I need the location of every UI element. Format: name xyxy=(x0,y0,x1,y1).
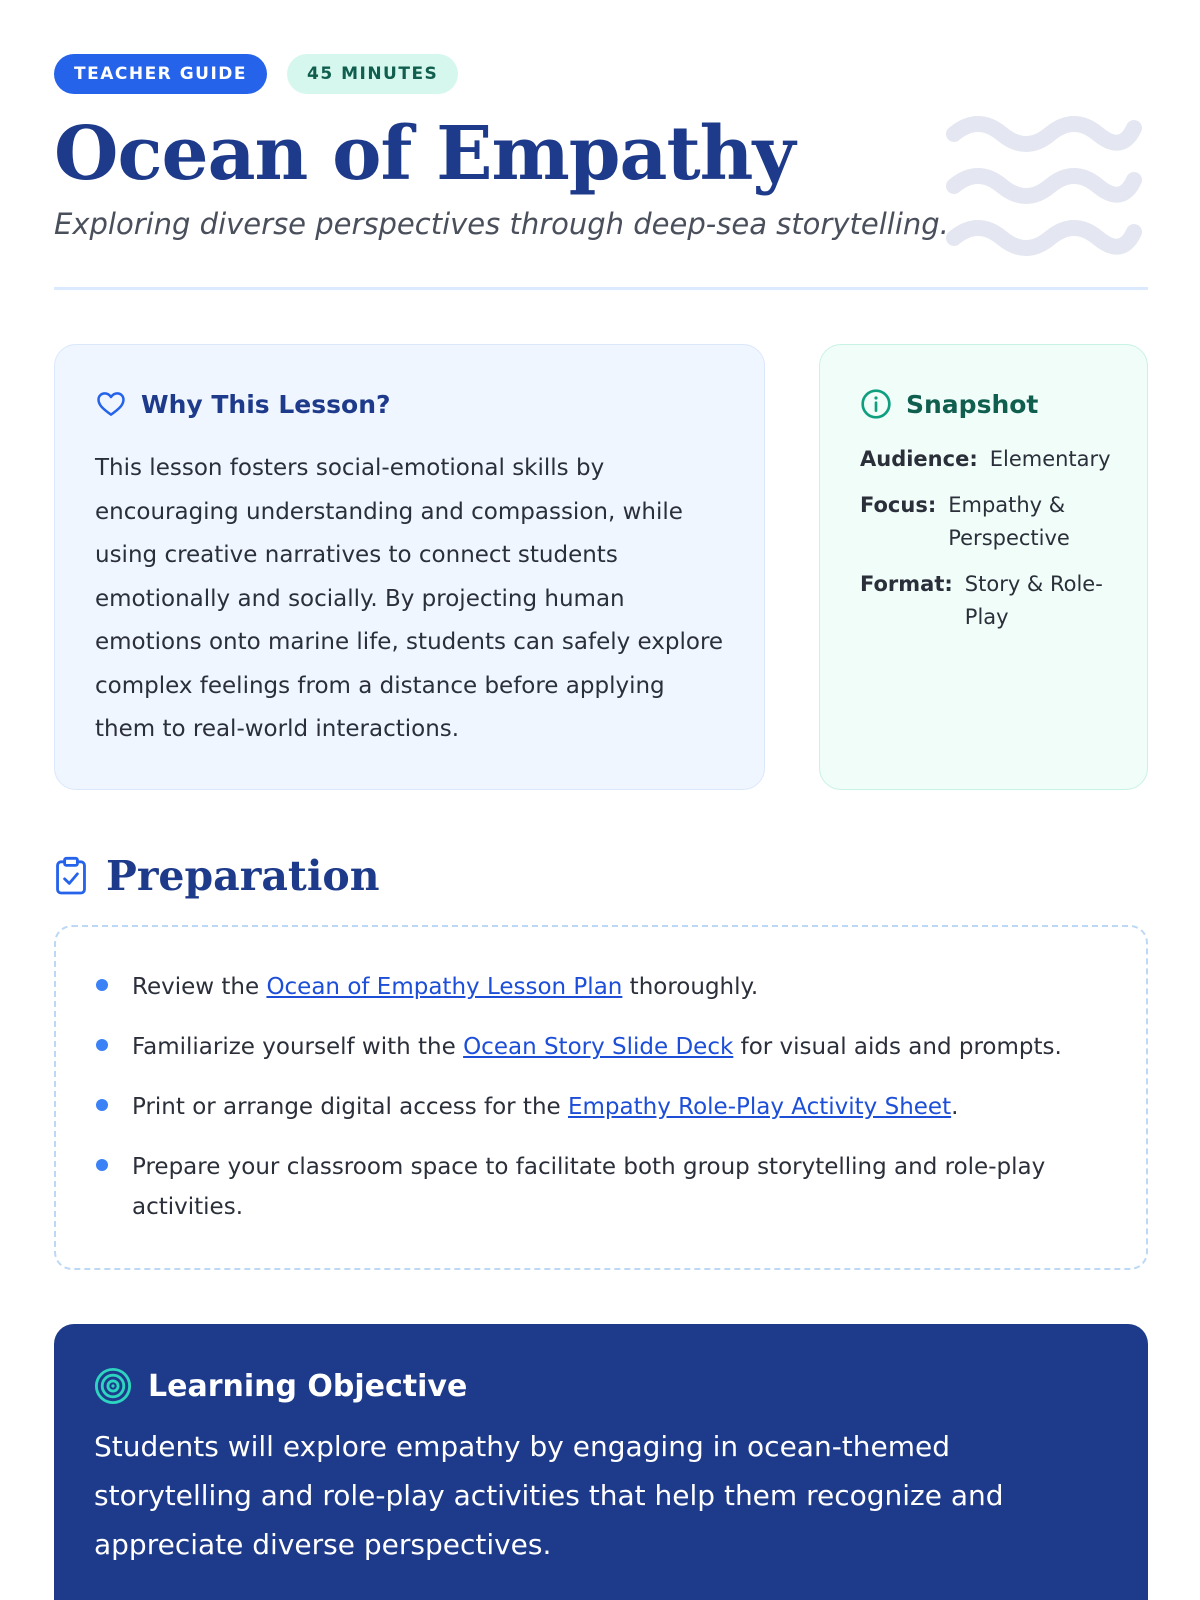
list-item xyxy=(96,1147,1106,1227)
why-card-header xyxy=(95,387,724,421)
list-item xyxy=(96,1087,1106,1127)
why-card xyxy=(54,344,765,790)
list-item-text: Prepare your classroom space to facilitate both group storytelling and role-play activities. xyxy=(132,1154,1046,1220)
list-item-text: for visual aids and prompts. xyxy=(733,1034,1062,1060)
why-card-title: Why This Lesson? xyxy=(141,389,391,419)
list-item-text: . xyxy=(951,1094,959,1120)
snapshot-item-format xyxy=(860,568,1107,634)
list-item-text: Review the xyxy=(132,974,267,1000)
objective-header xyxy=(94,1366,1108,1406)
objective-body: Students will explore empathy by engaging in ocean-themed storytelling and role-play activities that help them recognize and appreciate diverse perspectives. xyxy=(94,1430,1004,1561)
slide-deck-link[interactable]: Ocean Story Slide Deck xyxy=(463,1034,734,1060)
snapshot-label: Focus: xyxy=(860,493,937,517)
lesson-page xyxy=(54,54,1148,1561)
info-icon xyxy=(860,388,892,420)
snapshot-card xyxy=(819,344,1148,790)
list-item xyxy=(96,967,1106,1007)
list-item xyxy=(96,1027,1106,1067)
preparation-header xyxy=(54,846,380,906)
waves-decoration-icon xyxy=(946,110,1142,256)
list-item-text: thoroughly. xyxy=(622,974,759,1000)
snapshot-value: Elementary xyxy=(989,447,1111,471)
snapshot-card-header xyxy=(860,387,1107,421)
snapshot-item-audience xyxy=(860,443,1111,476)
info-row xyxy=(54,344,1148,790)
list-item-text: Familiarize yourself with the xyxy=(132,1034,464,1060)
page-title: Ocean of Empathy xyxy=(54,111,795,197)
list-item-text: Print or arrange digital access for the xyxy=(132,1094,568,1120)
snapshot-label: Format: xyxy=(860,572,953,596)
clipboard-check-icon xyxy=(54,856,88,896)
lesson-plan-link[interactable]: Ocean of Empathy Lesson Plan xyxy=(266,974,623,1000)
heart-icon xyxy=(95,389,127,419)
objective-title: Learning Objective xyxy=(148,1368,468,1404)
preparation-list xyxy=(96,967,1106,1227)
badge-row xyxy=(54,54,1148,94)
preparation-title: Preparation xyxy=(106,852,380,900)
snapshot-list xyxy=(860,443,1111,634)
page-subtitle: Exploring diverse perspectives through deep-sea storytelling. xyxy=(54,207,949,241)
snapshot-card-title: Snapshot xyxy=(906,389,1039,419)
target-icon xyxy=(94,1367,132,1405)
duration-badge: 45 MINUTES xyxy=(287,54,458,94)
activity-sheet-link[interactable]: Empathy Role-Play Activity Sheet xyxy=(568,1094,952,1120)
header-divider xyxy=(54,287,1148,290)
why-card-body: This lesson fosters social-emotional skills by encouraging understanding and compassion, while using creative narratives to connect students emotionally and socially. By projecting human emotions onto marine life, students can safely explore complex feelings from a distance before applying them to real-world interactions. xyxy=(95,455,724,742)
snapshot-label: Audience: xyxy=(860,447,978,471)
snapshot-value: Story & Role-Play xyxy=(964,572,1103,629)
snapshot-value: Empathy & Perspective xyxy=(948,493,1070,550)
preparation-box xyxy=(54,925,1148,1270)
snapshot-item-focus xyxy=(860,489,1107,555)
learning-objective-card xyxy=(54,1324,1148,1600)
teacher-guide-badge: TEACHER GUIDE xyxy=(54,54,267,94)
